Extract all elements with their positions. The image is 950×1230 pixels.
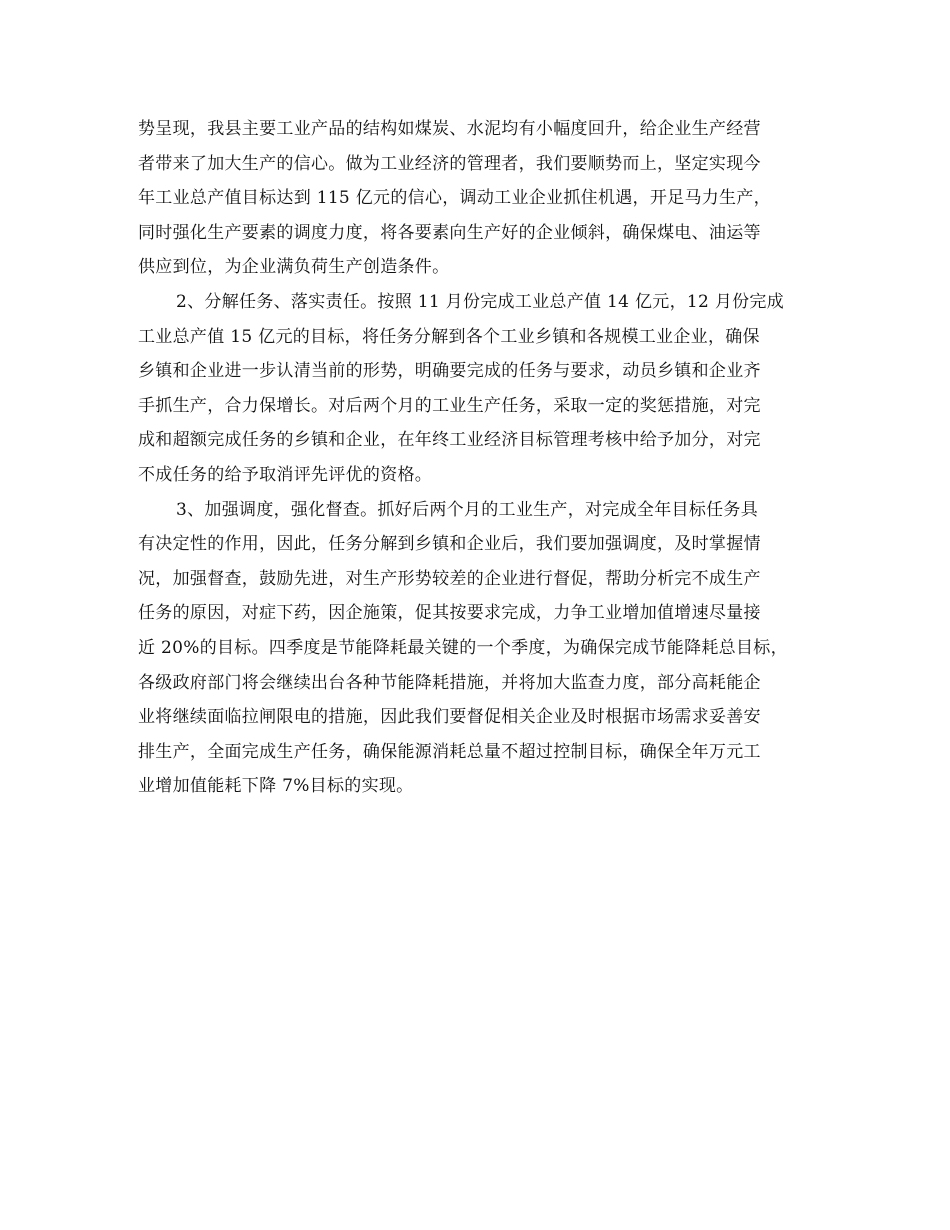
- text-line: 势呈现，我县主要工业产品的结构如煤炭、水泥均有小幅度回升，给企业生产经营: [138, 119, 761, 139]
- text-line: 任务的原因，对症下药，因企施策，促其按要求完成，力争工业增加值增速尽量接: [138, 603, 761, 624]
- body-text: [138, 112, 838, 804]
- text-line: 不成任务的给予取消评先评优的资格。: [138, 464, 433, 485]
- text-line: 同时强化生产要素的调度力度，将各要素向生产好的企业倾斜，确保煤电、油运等: [138, 222, 761, 243]
- text-line: 业将继续面临拉闸限电的措施，因此我们要督促相关企业及时根据市场需求妥善安: [138, 707, 761, 728]
- text-line: 供应到位，为企业满负荷生产创造条件。: [138, 257, 450, 278]
- text-line: 手抓生产，合力保增长。对后两个月的工业生产任务，采取一定的奖惩措施，对完: [138, 395, 761, 416]
- text-line: 工业总产值 15 亿元的目标，将任务分解到各个工业乡镇和各规模工业企业，确保: [138, 326, 760, 347]
- paragraph-2-first-line: 2、分解任务、落实责任。按照 11 月份完成工业总产值 14 亿元，12 月份完成: [176, 291, 785, 312]
- text-line: 况，加强督查，鼓励先进，对生产形势较差的企业进行督促，帮助分析完不成生产: [138, 568, 761, 589]
- text-line: 者带来了加大生产的信心。做为工业经济的管理者，我们要顺势而上，坚定实现今: [138, 153, 761, 174]
- text-line: 各级政府部门将会继续出台各种节能降耗措施，并将加大监查力度，部分高耗能企: [138, 672, 761, 693]
- paragraph-3-first-line: 3、加强调度，强化督查。抓好后两个月的工业生产，对完成全年目标任务具: [176, 499, 759, 520]
- text-line: 成和超额完成任务的乡镇和企业，在年终工业经济目标管理考核中给予加分，对完: [138, 430, 761, 451]
- text-line: 近 20%的目标。四季度是节能降耗最关键的一个季度，为确保完成节能降耗总目标，: [138, 637, 788, 658]
- text-line: 乡镇和企业进一步认清当前的形势，明确要完成的任务与要求，动员乡镇和企业齐: [138, 361, 761, 382]
- text-line: 业增加值能耗下降 7%目标的实现。: [138, 776, 414, 797]
- text-line: 有决定性的作用，因此，任务分解到乡镇和企业后，我们要加强调度，及时掌握情: [138, 534, 761, 555]
- text-line: 排生产，全面完成生产任务，确保能源消耗总量不超过控制目标，确保全年万元工: [138, 741, 761, 762]
- text-line: 年工业总产值目标达到 115 亿元的信心，调动工业企业抓住机遇，开足马力生产，: [138, 188, 771, 209]
